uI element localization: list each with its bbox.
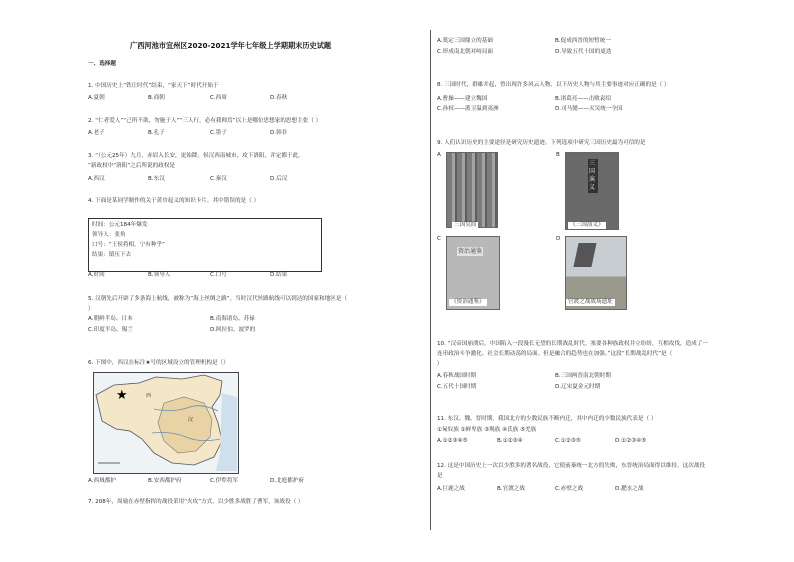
q3-stem-line1: 3. “（公元25年）九月，赤眉入长安，更始降。侯汉西南城市，攻下洛阳，并定都于此。 xyxy=(88,153,304,159)
q8-option-a: A.曹操——建立魏国 xyxy=(437,96,488,102)
book-title-zizhi: 资治通鉴 xyxy=(458,248,483,255)
q9-stem: 9. 人们认识历史的主要途径是研究历史遗迹。下列选项中研究三国历史最为可信的是 xyxy=(437,140,646,146)
q8-option-d: D.司马懿——灭吴统一全国 xyxy=(555,106,623,112)
q11-option-d: D.①②③④⑤ xyxy=(615,438,647,444)
q10-stem-line2: 连串政治斗争激化、社会长期动荡的局面。但是融合的趋势也在加强。”这段“长期战乱时代”是（ xyxy=(437,351,673,357)
q4-option-b: B.领导人 xyxy=(148,272,171,278)
q10-option-d: D.辽宋夏金元时期 xyxy=(555,384,601,390)
q11-stem: 11. 东汉、魏、晋时期，我国北方的少数民族不断内迁，其中内迁的少数民族代表是（ ） xyxy=(437,416,657,422)
q12-option-c: C.赤壁之战 xyxy=(555,486,584,492)
q12-option-d: D.淝水之战 xyxy=(615,486,644,492)
exam-title: 广西河池市宜州区2020-2021学年七年级上学期期末历史试题 xyxy=(130,41,332,50)
q9-caption-d: 官渡之战战场遗址 xyxy=(568,299,613,305)
q5-stem-close: ） xyxy=(88,306,94,312)
q3-option-c: C.秦汉 xyxy=(210,176,227,182)
q12-stem-line2: 是 xyxy=(437,473,443,479)
q7-option-d: D.导致五代十国的更迭 xyxy=(555,49,612,55)
q2-option-c: C.墨子 xyxy=(210,130,227,136)
q1-option-b: B.商朝 xyxy=(148,95,165,101)
q1-option-d: D.春秋 xyxy=(270,95,288,101)
star-marker-icon: ★ xyxy=(116,388,128,403)
q12-option-b: B.官渡之战 xyxy=(497,486,525,492)
q1-option-a: A.夏朝 xyxy=(88,95,105,101)
q11-items: ①匈奴族 ②鲜卑族 ③羯族 ④氐族 ⑤羌族 xyxy=(437,427,537,433)
q11-option-b: B.①②③④ xyxy=(497,438,523,444)
q6-option-a: A.西域都护 xyxy=(88,478,116,484)
q4-option-d: D.结果 xyxy=(270,272,288,278)
q5-option-a: A.朝鲜半岛、日本 xyxy=(88,316,133,322)
q9-caption-c: 《资治通鉴》 xyxy=(451,299,485,305)
q8-stem: 8. 三国时代，群雄并起，曾出现许多风云人物，以下历史人物与其主要事迹对应正确的是（ ） xyxy=(437,82,670,88)
card-line-1: 时间：公元184年爆发 xyxy=(92,222,148,228)
q2-stem: 2. “仁者爱人”“己所不欲，勿施于人”“三人行，必有我师焉”以上是哪位思想家的思想主张（ ） xyxy=(88,118,322,124)
western-han-map xyxy=(93,372,239,474)
q1-option-c: C.西周 xyxy=(210,95,227,101)
q2-option-b: B.孔子 xyxy=(148,130,165,136)
q9-label-c: C xyxy=(437,236,441,242)
q3-option-d: D.后汉 xyxy=(270,176,288,182)
q11-option-a: A.①②③④⑤ xyxy=(437,438,468,444)
q4-option-a: A.时间 xyxy=(88,272,105,278)
q8-option-c: C.孙权——派卫温到夷洲 xyxy=(437,106,499,112)
q6-option-c: C.伊犁将军 xyxy=(210,478,239,484)
q12-option-a: A.巨鹿之战 xyxy=(437,486,465,492)
q3-option-a: A.西汉 xyxy=(88,176,105,182)
map-label-han: 汉 xyxy=(188,417,194,423)
q10-stem-line1: 10. “汉帝国崩溃后，中国陷入一段漫长无望的长期战乱时代。塞要各种族政权并立纷纷，互相攻伐，造成了一 xyxy=(437,341,708,347)
q10-option-a: A.春秋战国时期 xyxy=(437,373,477,379)
q6-option-b: B.安西都护府 xyxy=(148,478,182,484)
q1-stem: 1. 中国历史上“铁让时代”结束，“家天下”时代开始于 xyxy=(88,83,219,89)
q10-option-c: C.五代十国时期 xyxy=(437,384,477,390)
map-label-xi: 西 xyxy=(146,393,152,399)
three-kingdoms-novel-photo xyxy=(565,152,619,230)
q6-stem: 6. 下图中，西汉在标注★号的区域设立的管理机构是（） xyxy=(88,360,229,366)
q9-caption-b: 《三国演义》 xyxy=(570,222,604,228)
q10-option-b: B.三国两晋南北朝时期 xyxy=(555,373,611,379)
book-title-sanguo: 三国演义 xyxy=(588,159,598,193)
q9-label-a: A xyxy=(437,152,441,158)
q9-label-b: B xyxy=(556,152,560,158)
q9-label-d: D xyxy=(556,236,561,242)
q7-option-c: C.形成南北朝对峙局面 xyxy=(437,49,494,55)
q6-option-d: D.北庭都护府 xyxy=(270,478,305,484)
card-line-2: 领导人：张角 xyxy=(92,232,126,238)
q2-option-d: D.韩非 xyxy=(270,130,288,136)
q8-option-b: B.诸葛亮——击败袁绍 xyxy=(555,96,611,102)
q11-option-c: C.①②③⑤ xyxy=(555,438,581,444)
q7-stem: 7. 208年，周瑜在赤壁指挥的战役采用“火攻”方式，以少胜多战胜了曹军，该战役（ ） xyxy=(88,499,304,505)
q4-stem: 4. 下面是某同学制作的关于黄巾起义的知识卡片，其中错误的是（ ） xyxy=(88,198,260,204)
q3-stem-line2: ”新政权中“洛阳”之后所说的政权是 xyxy=(88,163,176,169)
q4-option-c: C.口号 xyxy=(210,272,227,278)
q12-stem-line1: 12. 这是中国历史上一次以少胜多的著名战役，它使前秦统一北方的失败，东晋统治局面得以维持。这次战役 xyxy=(437,463,705,469)
q3-option-b: B.东汉 xyxy=(148,176,165,182)
q5-option-c: C.印度半岛、锡兰 xyxy=(88,327,133,333)
q10-stem-line3: ） xyxy=(437,361,443,367)
card-line-3: 口号：“王侯将相，宁有种乎” xyxy=(92,242,165,248)
banner-icon xyxy=(573,243,596,267)
q2-option-a: A.老子 xyxy=(88,130,105,136)
column-divider xyxy=(430,30,431,530)
q9-caption-a: 三国吴简 xyxy=(454,222,477,228)
section-heading: 一、选择题 xyxy=(88,61,116,67)
q5-option-b: B.南海诸岛、苏禄 xyxy=(210,316,255,322)
q7-option-a: A.奠定三国鼎立的基础 xyxy=(437,38,493,44)
q7-option-b: B.促成西晋的短暂统一 xyxy=(555,38,611,44)
q5-option-d: D.阿拉伯、波罗的 xyxy=(210,327,256,333)
wu-bamboo-slips-photo xyxy=(446,152,498,228)
q5-stem: 5. 汉朝先后开辟了多条海上航线，被称为“海上丝绸之路”。当时汉代丝路航线可以到达的国家和地区是（ xyxy=(88,296,348,302)
card-line-4: 结果：镇压下去 xyxy=(92,252,132,258)
